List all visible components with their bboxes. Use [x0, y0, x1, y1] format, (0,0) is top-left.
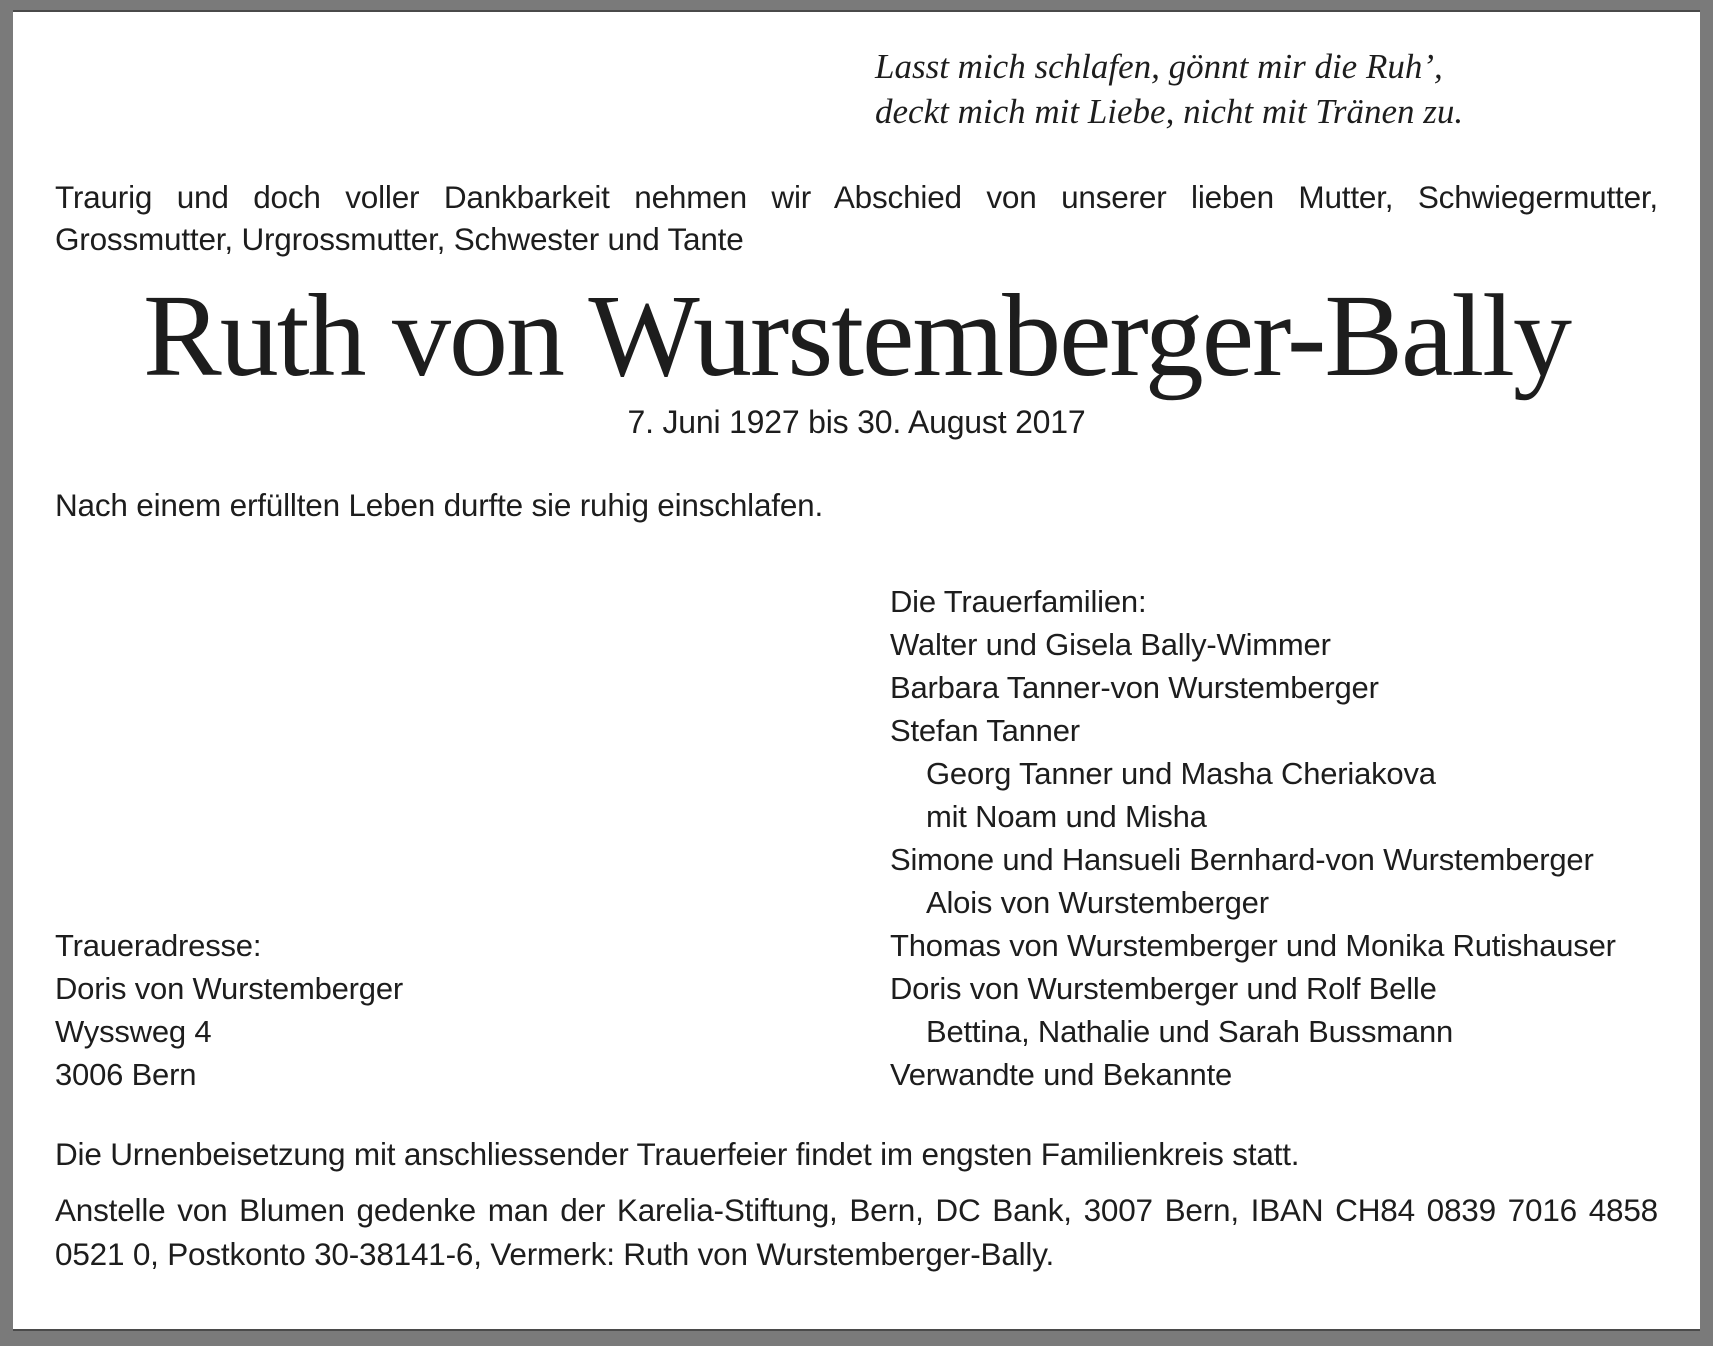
mourning-address-line: 3006 Bern — [55, 1057, 197, 1093]
family-line: Bettina, Nathalie und Sarah Bussmann — [926, 1014, 1454, 1050]
lead-sentence: Nach einem erfüllten Leben durfte sie ruhig einschlafen. — [55, 487, 824, 524]
family-line: Barbara Tanner-von Wurstemberger — [890, 670, 1379, 706]
intro-line-1: Traurig und doch voller Dankbarkeit nehmen wir Abschied von unserer lieben Mutter, Schwiegermutter, — [55, 179, 1658, 215]
family-line: Walter und Gisela Bally-Wimmer — [890, 627, 1331, 663]
family-section — [890, 580, 1658, 1096]
donation-line-1: Anstelle von Blumen gedenke man der Karelia-Stiftung, Bern, DC Bank, 3007 Bern, IBAN CH84 0839 7016 4858 — [55, 1192, 1658, 1229]
family-line: Simone und Hansueli Bernhard-von Wurstemberger — [890, 842, 1594, 878]
epitaph-line-2: deckt mich mit Liebe, nicht mit Tränen zu. — [875, 92, 1464, 131]
mourning-address-line: Wyssweg 4 — [55, 1014, 212, 1050]
epitaph-line-1: Lasst mich schlafen, gönnt mir die Ruh’, — [875, 47, 1443, 86]
life-dates: 7. Juni 1927 bis 30. August 2017 — [627, 404, 1086, 441]
address-family-columns — [55, 580, 1658, 1096]
family-line: Georg Tanner und Masha Cheriakova — [926, 756, 1436, 792]
donation-note — [55, 1188, 1658, 1276]
mourning-address-line: Doris von Wurstemberger — [55, 971, 403, 1007]
family-line: mit Noam und Misha — [926, 799, 1207, 835]
family-line: Alois von Wurstemberger — [926, 885, 1269, 921]
mourning-address-label: Traueradresse: — [55, 928, 262, 964]
family-line: Verwandte und Bekannte — [890, 1057, 1233, 1093]
family-list — [890, 623, 1658, 1096]
family-label: Die Trauerfamilien: — [890, 584, 1147, 620]
funeral-note: Die Urnenbeisetzung mit anschliessender Trauerfeier findet im engsten Familienkreis statt. — [55, 1136, 1300, 1173]
mourning-address-list — [55, 967, 890, 1096]
family-line: Thomas von Wurstemberger und Monika Rutishauser — [890, 928, 1616, 964]
deceased-name: Ruth von Wurstemberger-Bally — [143, 270, 1570, 401]
obituary-sheet — [13, 10, 1700, 1331]
mourning-address-block — [55, 924, 890, 1096]
donation-line-2: 0521 0, Postkonto 30-38141-6, Vermerk: Ruth von Wurstemberger-Bally. — [55, 1236, 1054, 1273]
intro-paragraph — [55, 176, 1658, 260]
family-line: Doris von Wurstemberger und Rolf Belle — [890, 971, 1437, 1007]
family-line: Stefan Tanner — [890, 713, 1080, 749]
epitaph-quote — [875, 44, 1658, 134]
intro-line-2: Grossmutter, Urgrossmutter, Schwester und Tante — [55, 221, 744, 257]
